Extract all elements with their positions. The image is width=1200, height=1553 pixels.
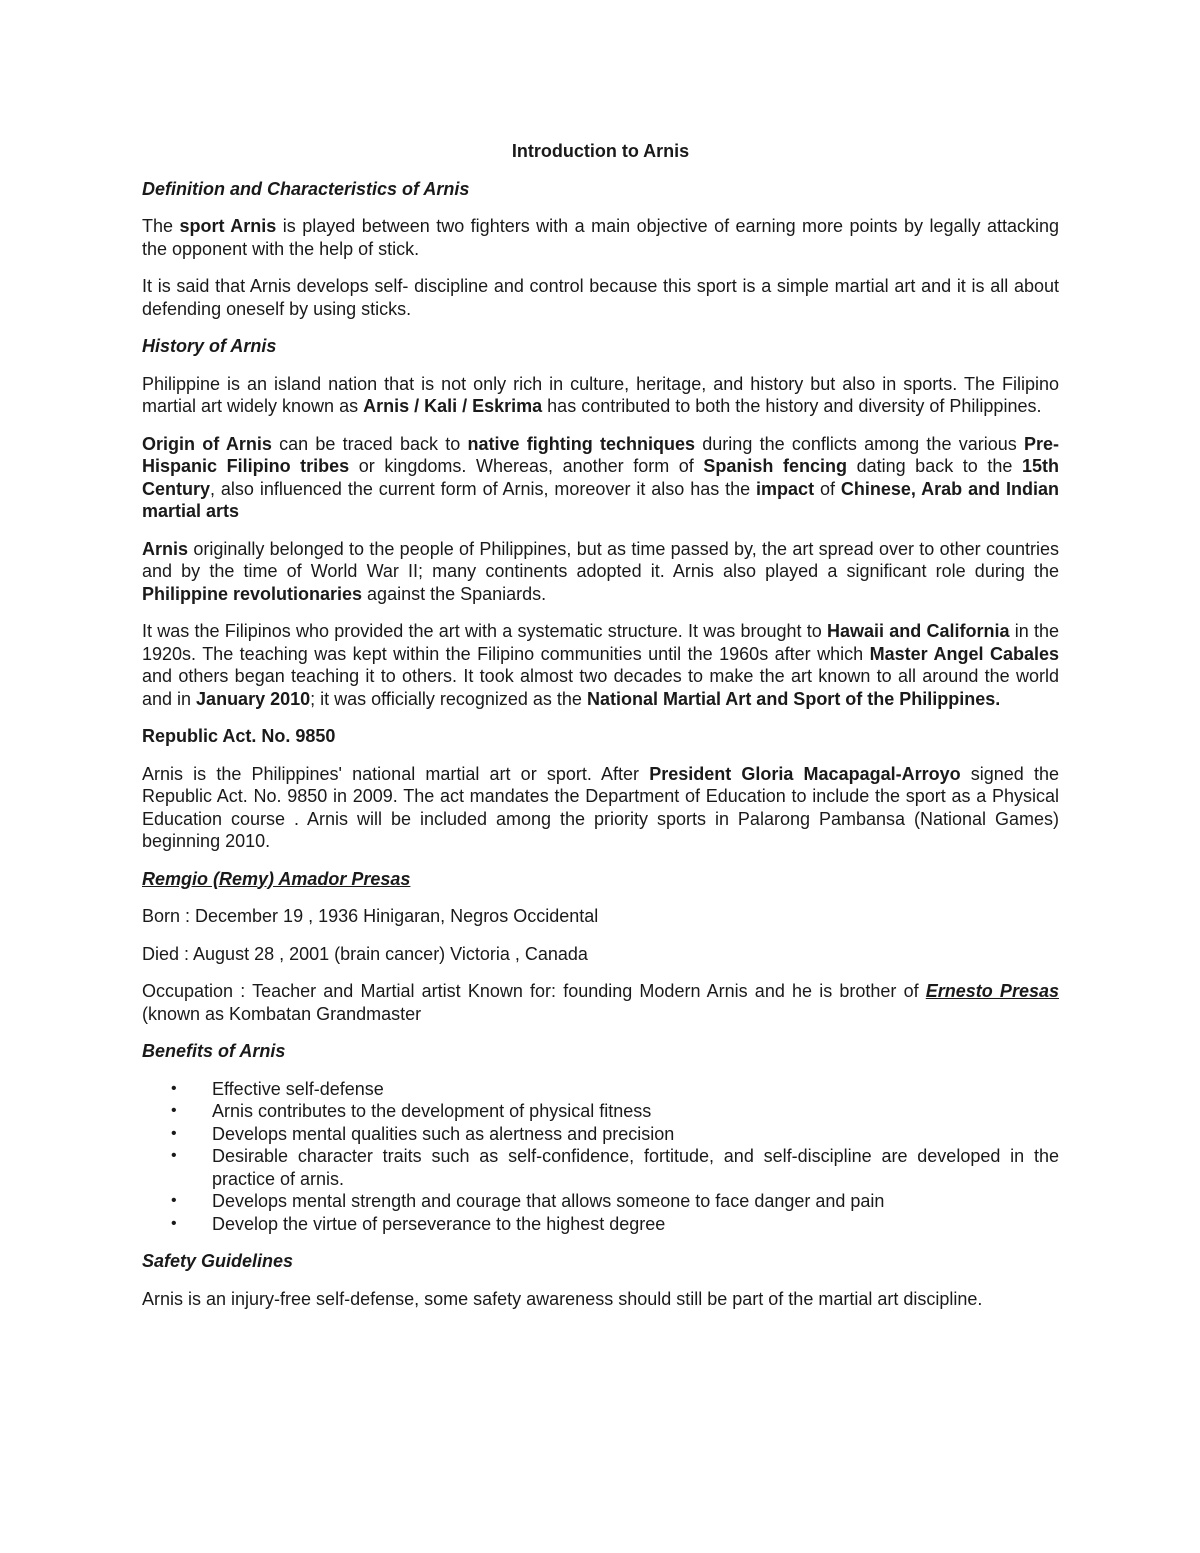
list-item: • Develop the virtue of perseverance to the highest degree — [171, 1213, 666, 1234]
document-title: Introduction to Arnis — [511, 141, 690, 161]
presas-occupation: Occupation : Teacher and Martial artist Known for: founding Modern Arnis and he is brother of Ernesto Presas (known as Kombatan Grandmaster — [142, 981, 1059, 1024]
list-item: • Arnis contributes to the development of physical fitness — [171, 1101, 652, 1121]
history-heading: History of Arnis — [142, 336, 277, 356]
history-paragraph-2: Origin of Arnis can be traced back to native fighting techniques during the conflicts among the various Pre-Hispanic Filipino tribes or kingdoms. Whereas, another form of Spanish fencing dating back to the 15th Century, also influenced the current form of Arnis, moreover it also has the impact of Chinese, Arab and Indian martial arts — [142, 433, 1060, 521]
definition-paragraph-1: The sport Arnis is played between two fighters with a main objective of earning more points by legally attacking the opponent with the help of stick. — [142, 216, 1059, 259]
presas-born: Born : December 19 , 1936 Hinigaran, Negros Occidental — [142, 906, 599, 926]
bullet-icon: • — [171, 1079, 177, 1097]
definition-heading: Definition and Characteristics of Arnis — [142, 178, 470, 199]
benefits-heading: Benefits of Arnis — [142, 1041, 286, 1061]
list-item: • Effective self-defense — [171, 1078, 384, 1099]
bullet-icon: • — [171, 1192, 177, 1209]
bullet-icon: • — [171, 1214, 177, 1232]
republic-act-paragraph: Arnis is the Philippines' national martial art or sport. After President Gloria Macapagal-Arroyo signed the Republic Act. No. 9850 in 2009. The act mandates the Department of Education to include the sport as a Physical Education course . Arnis will be included among the priority sports in Palarong Pambansa (National Games) beginning 2010. — [142, 763, 1059, 851]
history-paragraph-3: Arnis originally belonged to the people of Philippines, but as time passed by, the art spread over to other countries and by the time of World War II; many continents adopted it. Arnis also played a significant role during the Philippine revolutionaries against the Spaniards. — [142, 538, 1059, 604]
list-item: • Develops mental qualities such as alertness and precision — [171, 1123, 675, 1144]
safety-heading: Safety Guidelines — [142, 1251, 294, 1271]
list-item: • Desirable character traits such as self-confidence, fortitude, and self-discipline are developed in the practice of arnis. — [171, 1146, 1059, 1189]
safety-paragraph: Arnis is an injury-free self-defense, some safety awareness should still be part of the martial art discipline. — [142, 1288, 983, 1309]
definition-paragraph-2: It is said that Arnis develops self- discipline and control because this sport is a simple martial art and it is all about defending oneself by using sticks. — [142, 276, 1059, 319]
benefits-list — [142, 1078, 1059, 1236]
presas-died: Died : August 28 , 2001 (brain cancer) Victoria , Canada — [142, 943, 588, 964]
republic-act-heading: Republic Act. No. 9850 — [142, 726, 336, 746]
presas-heading: Remgio (Remy) Amador Presas — [142, 868, 411, 889]
bullet-icon: • — [171, 1147, 177, 1164]
bullet-icon: • — [171, 1124, 177, 1142]
list-item: • Develops mental strength and courage that allows someone to face danger and pain — [171, 1191, 885, 1211]
document-page — [142, 140, 1059, 1325]
bullet-icon: • — [171, 1102, 177, 1119]
history-paragraph-1: Philippine is an island nation that is not only rich in culture, heritage, and history but also in sports. The Filipino martial art widely known as Arnis / Kali / Eskrima has contributed to both the history and diversity of Philippines. — [142, 373, 1059, 416]
history-paragraph-4: It was the Filipinos who provided the art with a systematic structure. It was brought to Hawaii and California in the 1920s. The teaching was kept within the Filipino communities until the 1960s after which Master Angel Cabales and others began teaching it to others. It took almost two decades to make the art known to all around the world and in January 2010; it was officially recognized as the National Martial Art and Sport of the Philippines. — [142, 621, 1059, 709]
